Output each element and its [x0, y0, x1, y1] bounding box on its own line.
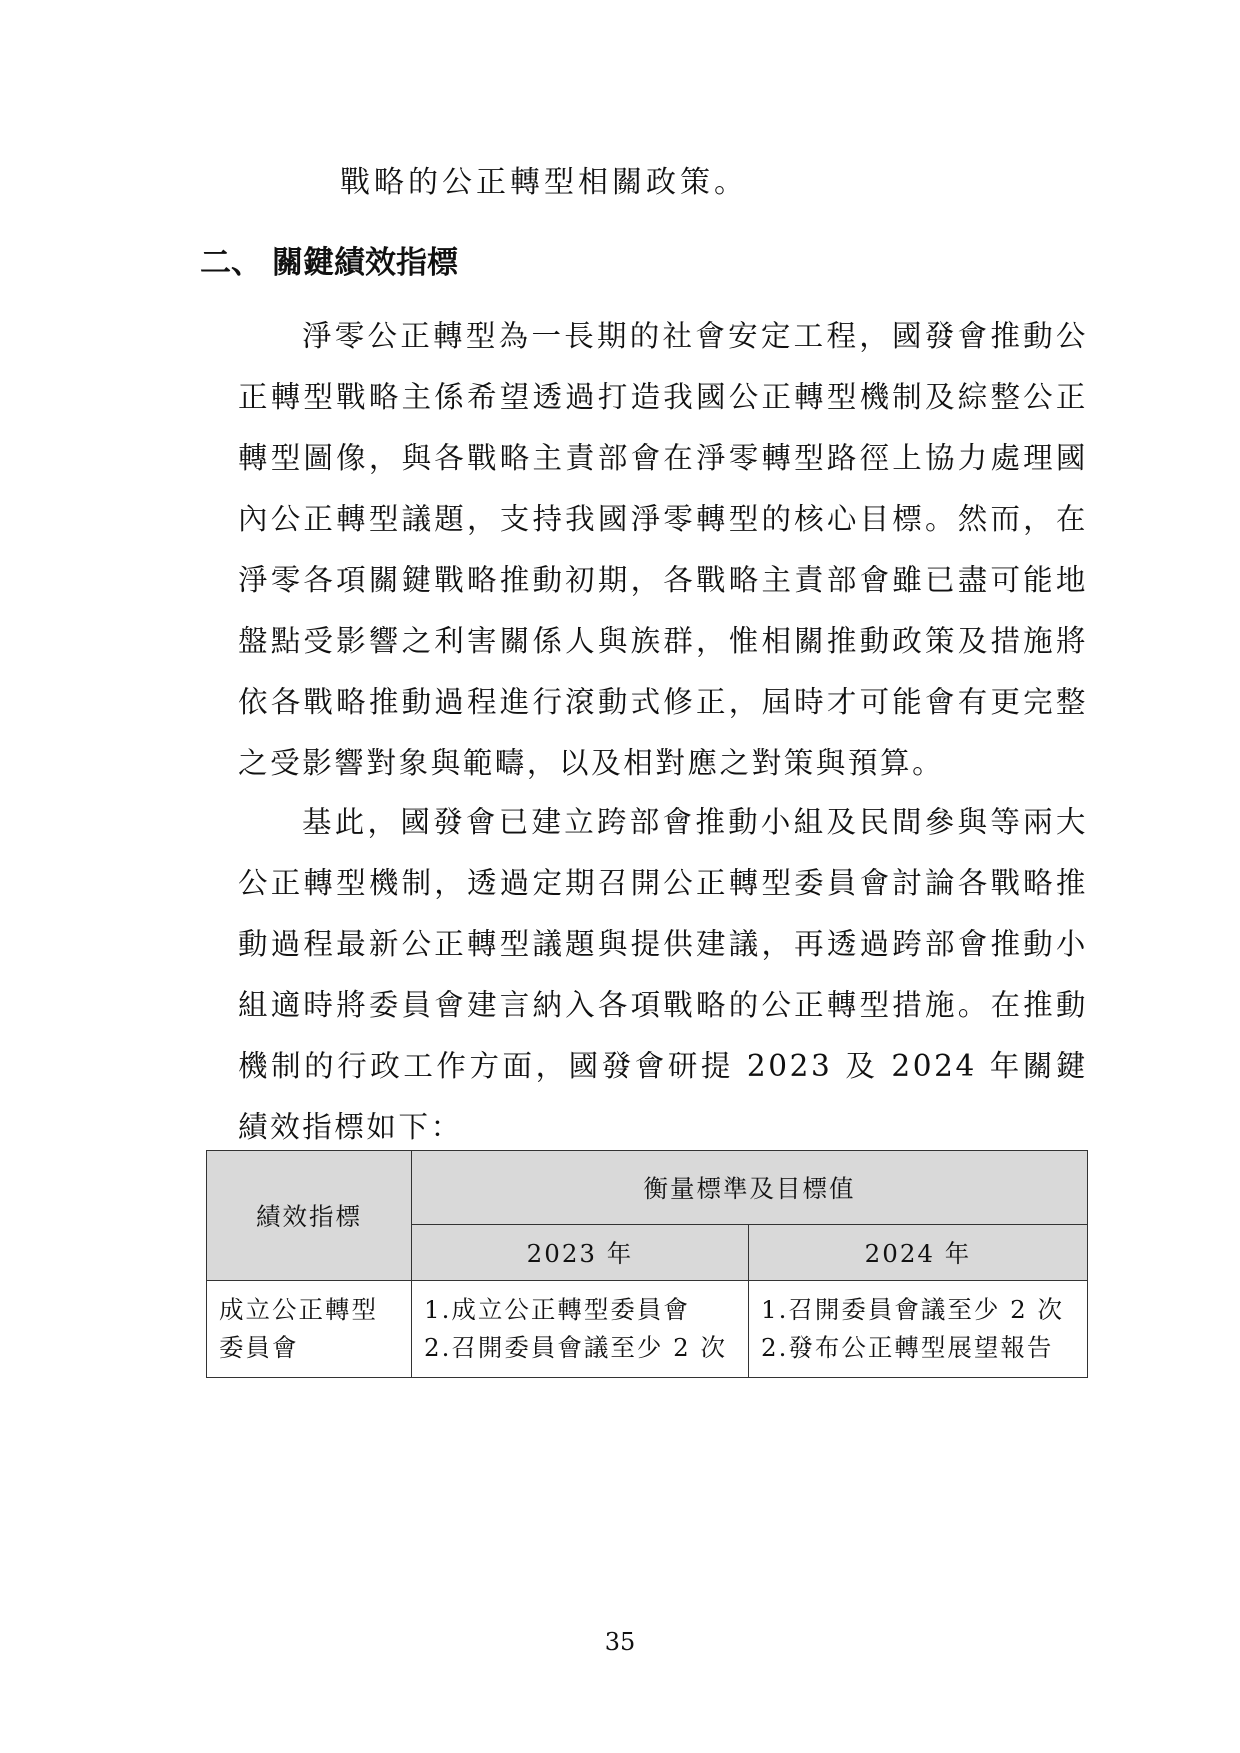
section-number: 二、 — [200, 245, 262, 281]
cell-indicator: 成立公正轉型委員會 — [207, 1281, 412, 1378]
section-heading — [200, 240, 458, 286]
header-year-2023: 2023 年 — [412, 1225, 749, 1281]
list-item-2023-2: 2.召開委員會議至少 2 次 — [424, 1333, 728, 1362]
table-header-row — [207, 1151, 1088, 1225]
page-number: 35 — [604, 1628, 636, 1656]
continuation-line: 戰略的公正轉型相關政策。 — [340, 165, 748, 200]
list-item-2024-2: 2.發布公正轉型展望報告 — [761, 1333, 1054, 1362]
section-title: 關鍵績效指標 — [272, 245, 458, 281]
paragraph-2: 基此，國發會已建立跨部會推動小組及民間參與等兩大公正轉型機制，透過定期召開公正轉型委員會討論各戰略推動過程最新公正轉型議題與提供建議，再透過跨部會推動小組適時將委員會建言納入各項戰略的公正轉型措施。在推動機制的行政工作方面，國發會研提 2023 及 2024 年關鍵績效指標如下： — [238, 805, 1088, 1144]
header-measure: 衡量標準及目標值 — [412, 1151, 1088, 1225]
header-year-2024: 2024 年 — [749, 1225, 1088, 1281]
list-item-2023-1: 1.成立公正轉型委員會 — [424, 1295, 690, 1324]
cell-2024 — [749, 1281, 1088, 1378]
cell-2023 — [412, 1281, 749, 1378]
table-row — [207, 1281, 1088, 1378]
paragraph-1: 淨零公正轉型為一長期的社會安定工程，國發會推動公正轉型戰略主係希望透過打造我國公正轉型機制及綜整公正轉型圖像，與各戰略主責部會在淨零轉型路徑上協力處理國內公正轉型議題，支持我國淨零轉型的核心目標。然而，在淨零各項關鍵戰略推動初期，各戰略主責部會雖已盡可能地盤點受影響之利害關係人與族群，惟相關推動政策及措施將依各戰略推動過程進行滾動式修正，屆時才可能會有更完整之受影響對象與範疇，以及相對應之對策與預算。 — [238, 319, 1088, 780]
list-item-2024-1: 1.召開委員會議至少 2 次 — [761, 1295, 1065, 1324]
kpi-table — [206, 1150, 1088, 1378]
header-indicator: 績效指標 — [207, 1151, 412, 1281]
